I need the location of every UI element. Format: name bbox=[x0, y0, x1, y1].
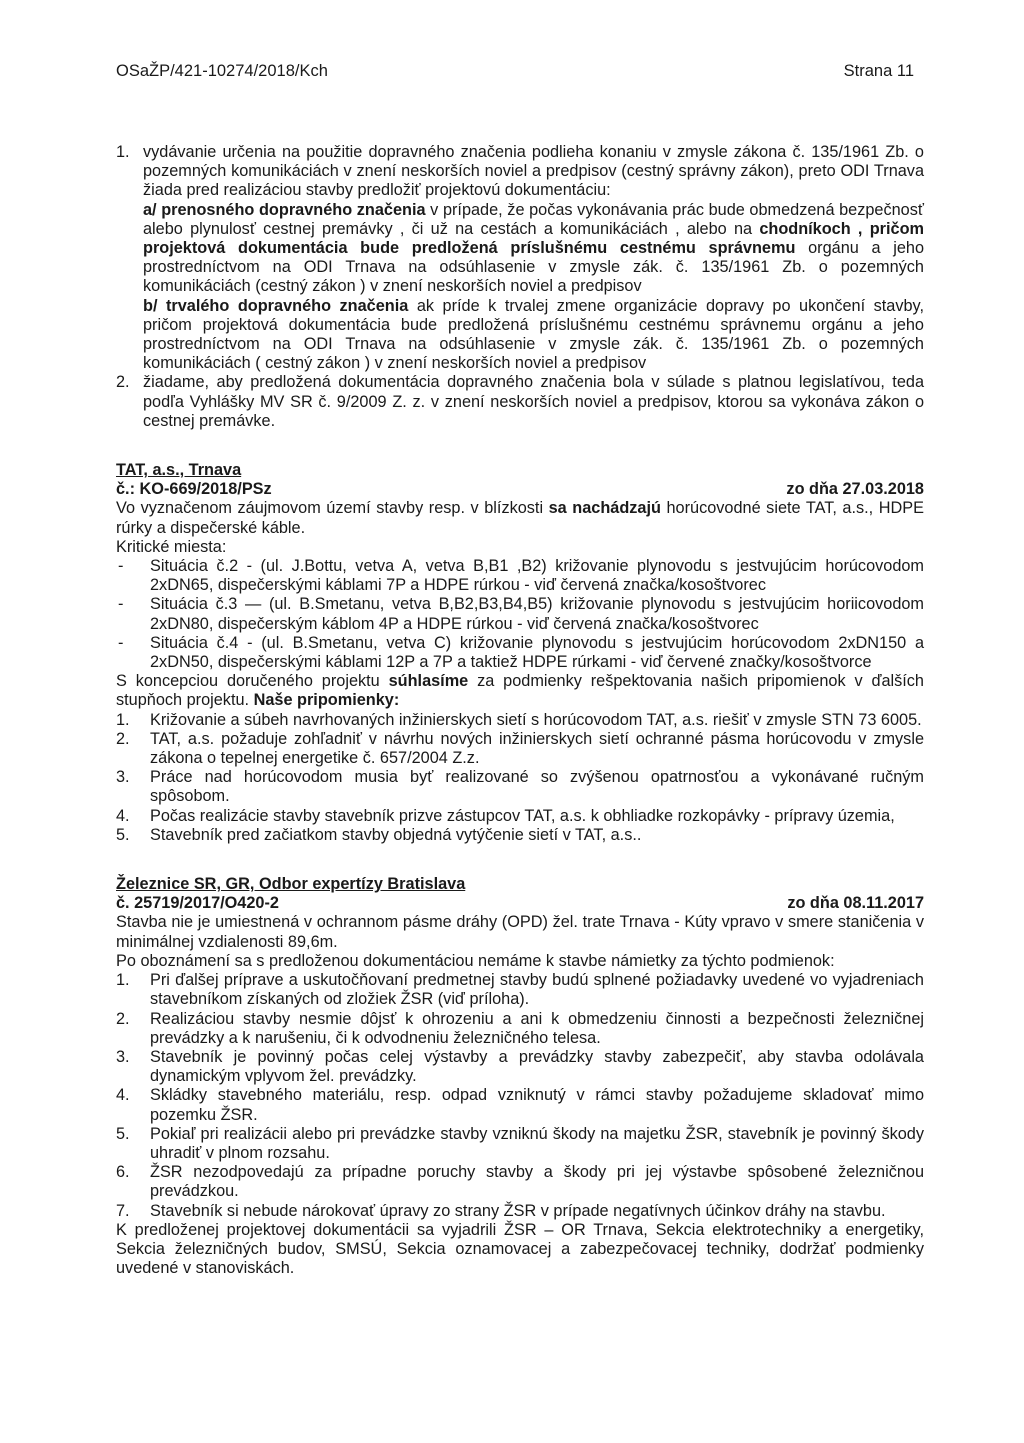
zsr-reference-row bbox=[116, 894, 924, 913]
remark-item bbox=[116, 711, 924, 730]
condition-item-text: Stavebník si nebude nárokovať úpravy zo strany ŽSR v prípade negatívnych účinkov dráhy na stavbu. bbox=[150, 1201, 886, 1220]
tat-reference-row bbox=[116, 480, 924, 499]
odi-item-2 bbox=[116, 373, 924, 431]
condition-item bbox=[116, 1048, 924, 1086]
tat-reference-number: : KO-669/2018/PSz bbox=[129, 480, 272, 499]
tat-section bbox=[116, 461, 924, 845]
remark-item-text: Počas realizácie stavby stavebník prizve zástupcov TAT, a.s. k obhliadke rozkopávky - prípravy územia, bbox=[150, 806, 895, 825]
odi-item-1a-text-end: orgánu a jeho prostredníctvom na ODI Trnava na odsúhlasenie v zmysle zák. č. 135/1961 Zb. o pozemných komunikáciách (cestný zákon ) v znení neskorších noviel a predpisov bbox=[143, 239, 924, 296]
odi-item-1a-bold: chodníkoch , pričom projektová dokumentácia bude predložená príslušnému cestnému správnemu bbox=[143, 219, 924, 258]
tat-org-name: TAT, a.s., Trnava bbox=[116, 461, 242, 480]
odi-item-1b-heading: b/ trvalého dopravného značenia bbox=[143, 296, 409, 315]
condition-item-text: Realizáciou stavby nesmie dôjsť k ohrozeniu a ani k obmedzeniu činnosti a bezpečnosti železničnej prevádzky a k narušeniu, či k odvodneniu železničného telesa. bbox=[150, 1009, 924, 1047]
list-number: 5. bbox=[116, 1124, 130, 1143]
conditions-list bbox=[116, 971, 924, 1221]
critical-places-label: Kritické miesta: bbox=[116, 537, 227, 556]
tat-date: zo dňa 27.03.2018 bbox=[786, 480, 924, 499]
list-number: - bbox=[118, 557, 124, 576]
situation-item bbox=[116, 557, 924, 595]
odi-item-1-text: vydávanie určenia na použitie dopravného značenia podlieha konaniu v zmysle zákona č. 135/1961 Zb. o pozemných komunikáciách v znení neskorších noviel a predpisov (cestný správny zákon), preto ODI Trnava žiada pred realizáciou stavby predložiť projektovú dokumentáciu: bbox=[143, 143, 924, 200]
tat-reference bbox=[116, 480, 272, 499]
condition-item-text: Skládky stavebného materiálu, resp. odpad vzniknutý v rámci stavby požadujeme skladovať mimo pozemku ŽSR. bbox=[150, 1086, 924, 1124]
zsr-reference: č. 25719/2017/O420-2 bbox=[116, 894, 279, 913]
document-reference: OSaŽP/421-10274/2018/Kch bbox=[116, 62, 328, 80]
condition-item bbox=[116, 1202, 924, 1221]
situation-item-text: Situácia č.4 - (ul. B.Smetanu, vetva C) križovanie plynovodu s jestvujúcim horúcovodom 2xDN150 a 2xDN50, dispečerskými káblami 12P a 7P a taktiež HDPE rúrkami - viď červené značky/kosoštvorce bbox=[150, 633, 924, 672]
odi-item-1a-text: v prípade, že počas vykonávania prác bude obmedzená bezpečnosť alebo plynulosť cestnej premávky , či už na cestách a komunikáciách , alebo na bbox=[143, 200, 924, 238]
condition-item-text: Stavebník je povinný počas celej výstavby a prevádzky stavby zabezpečiť, aby stavba odolávala dynamickým vplyvom žel. prevádzky. bbox=[150, 1047, 924, 1086]
zsr-closing: K predloženej projektovej dokumentácii sa vyjadrili ŽSR – OR Trnava, Sekcia elektrotechniky a energetiky, Sekcia železničných budov, SMSÚ, Sekcia oznamovacej a zabezpečovacej techniky, dodržať podmienky uvedené v stanoviskách. bbox=[116, 1220, 924, 1278]
condition-item bbox=[116, 1086, 924, 1124]
remarks-list bbox=[116, 711, 924, 845]
remark-item bbox=[116, 826, 924, 845]
situation-item bbox=[116, 595, 924, 633]
odi-item-1 bbox=[116, 143, 924, 373]
condition-item bbox=[116, 1125, 924, 1163]
remark-item bbox=[116, 730, 924, 768]
list-number: 1. bbox=[116, 710, 130, 729]
zsr-section bbox=[116, 875, 924, 1278]
situation-item bbox=[116, 634, 924, 672]
condition-item-text: Pokiaľ pri realizácii alebo pri prevádzke stavby vzniknú škody na majetku ŽSR, stavebník je povinný škody uhradiť v plnom rozsahu. bbox=[150, 1124, 924, 1162]
remark-item-text: Práce nad horúcovodom musia byť realizované so zvýšenou opatrnosťou a vykonávané ručným spôsobom. bbox=[150, 768, 924, 806]
list-number: 1. bbox=[116, 971, 130, 990]
situations-list bbox=[116, 557, 924, 672]
list-number: 3. bbox=[116, 1047, 130, 1066]
situation-item-text: Situácia č.3 — (ul. B.Smetanu, vetva B,B2,B3,B4,B5) križovanie plynovodu s jestvujúcim horiicovodom 2xDN80, dispečerským káblom 4P a HDPE rúrkou - viď červená značka/kosoštvorec bbox=[150, 595, 924, 633]
odi-item-2-text: žiadame, aby predložená dokumentácia dopravného značenia bola v súlade s platnou legislatívou, teda podľa Vyhlášky MV SR č. 9/2009 Z. z. v znení neskorších noviel a predpisov, ktorou sa vykonáva zákon o cestnej premávke. bbox=[143, 373, 924, 430]
list-number: 2. bbox=[116, 729, 130, 748]
remark-item bbox=[116, 768, 924, 806]
list-number: 2. bbox=[116, 1009, 130, 1028]
zsr-paragraph-2: Po oboznámení sa s predloženou dokumentáciou nemáme k stavbe námietky za týchto podmienok: bbox=[116, 951, 835, 970]
document-body bbox=[116, 143, 924, 1278]
situation-item-text: Situácia č.2 - (ul. J.Bottu, vetva A, vetva B,B1 ,B2) križovanie plynovodu s jestvujúcim horúcovodom 2xDN65, dispečerskými káblami 7P a HDPE rúrkou - viď červená značka/kosoštvorec bbox=[150, 557, 924, 595]
list-number: 3. bbox=[116, 768, 130, 787]
tat-reference-prefix: č. bbox=[116, 480, 130, 499]
odi-item-1b-text: ak príde k trvalej zmene organizácie dopravy po ukončení stavby, pričom projektová dokumentácia bude predložená príslušnému cestnému správnemu orgánu a jeho prostredníctvom na ODI Trnava na odsúhlasenie v zmysle zák. č. 135/1961 Zb. o pozemných komunikáciách ( cestný zákon ) v znení neskorších noviel a predpisov bbox=[143, 296, 924, 373]
condition-item-text: Pri ďalšej príprave a uskutočňovaní predmetnej stavby budú splnené požiadavky uvedené vo vyjadreniach stavebníkom získaných od zložiek ŽSR (viď príloha). bbox=[150, 971, 924, 1009]
remark-item bbox=[116, 807, 924, 826]
list-number: - bbox=[118, 595, 124, 614]
zsr-date: zo dňa 08.11.2017 bbox=[787, 894, 924, 913]
condition-item-text: ŽSR nezodpovedajú za prípadne poruchy stavby a škody pri jej výstavbe spôsobené železničnou prevádzkou. bbox=[150, 1163, 924, 1201]
condition-item bbox=[116, 971, 924, 1009]
page-number: Strana 11 bbox=[843, 62, 914, 80]
condition-item bbox=[116, 1163, 924, 1201]
list-number: 1. bbox=[116, 143, 130, 161]
list-number: 5. bbox=[116, 825, 130, 844]
remark-item-text: TAT, a.s. požaduje zohľadniť v návrhu nových inžinierskych sietí ochranné pásma horúcovodu v zmysle zákona o tepelnej energetike č. 657/2004 Z.z. bbox=[150, 729, 924, 768]
list-number: 2. bbox=[116, 373, 130, 392]
list-number: 7. bbox=[116, 1201, 130, 1220]
zsr-paragraph-1: Stavba nie je umiestnená v ochrannom pásme dráhy (OPD) žel. trate Trnava - Kúty vpravo v smere staničenia v minimálnej vzdialenosti 89,6m. bbox=[116, 913, 924, 951]
remark-item-text: Stavebník pred začiatkom stavby objedná vytýčenie sietí v TAT, a.s.. bbox=[150, 825, 642, 844]
odi-item-1a-heading: a/ prenosného dopravného značenia bbox=[143, 200, 426, 219]
tat-concept: S koncepciou doručeného projektu súhlasíme za podmienky rešpektovania našich pripomienok v ďalších stupňoch projektu. Naše pripomienky: bbox=[116, 672, 924, 710]
list-number: - bbox=[118, 633, 124, 652]
remark-item-text: Križovanie a súbeh navrhovaných inžinierskych sietí s horúcovodom TAT, a.s. riešiť v zmysle STN 73 6005. bbox=[150, 710, 922, 729]
list-number: 4. bbox=[116, 1086, 130, 1105]
page-header bbox=[116, 62, 914, 82]
list-number: 6. bbox=[116, 1163, 130, 1182]
condition-item bbox=[116, 1010, 924, 1048]
list-number: 4. bbox=[116, 806, 130, 825]
zsr-org-name: Železnice SR, GR, Odbor expertízy Bratislava bbox=[116, 875, 466, 894]
tat-intro: Vo vyznačenom záujmovom území stavby resp. v blízkosti sa nachádzajú horúcovodné siete TAT, a.s., HDPE rúrky a dispečerské káble. bbox=[116, 499, 924, 537]
